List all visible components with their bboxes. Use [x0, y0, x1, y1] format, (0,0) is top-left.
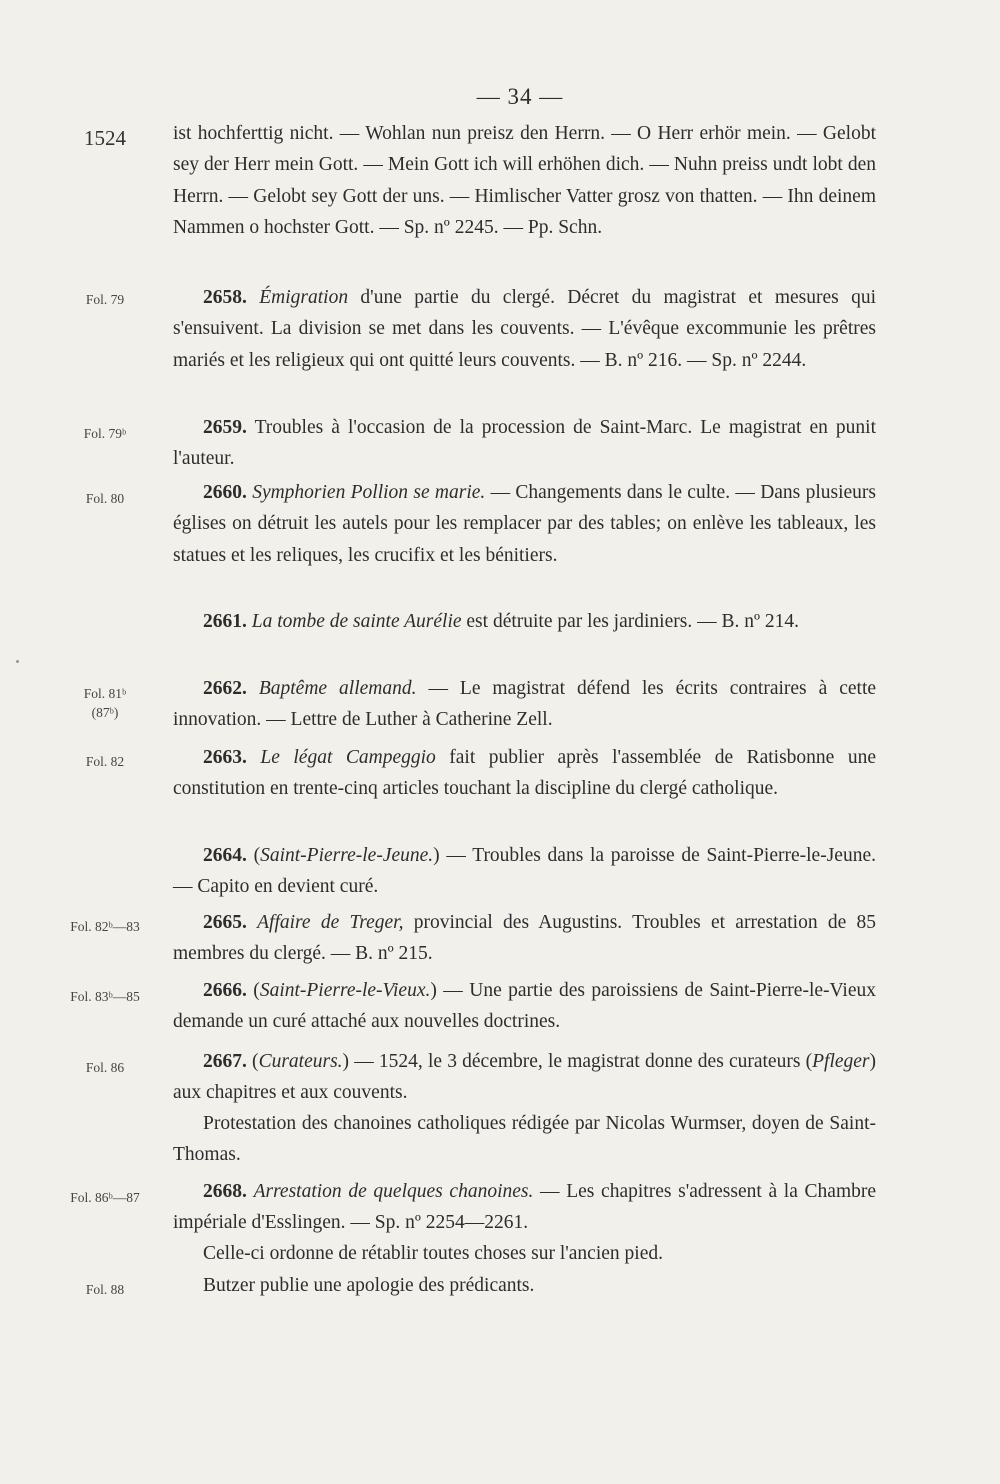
entry-2668 — [173, 1176, 876, 1239]
entry-title: Arrestation de quelques chanoines. — [253, 1181, 534, 1202]
entry-2663 — [173, 742, 876, 805]
entry-2666: 2666. (Saint-Pierre-le-Vieux.) — Une partie des paroissiens de Saint-Pierre-le-Vieux demande un curé attaché aux nouvelles doctrines. — [173, 980, 877, 1033]
ink-speck — [16, 660, 19, 663]
entry-number: 2658. — [203, 287, 247, 308]
entry-title: Émigration — [259, 287, 349, 308]
entry-number: 2667. — [203, 1051, 247, 1072]
margin-folio: (87ᵇ) — [91, 705, 119, 720]
entry-number: 2666. — [203, 980, 247, 1001]
entry-number: 2668. — [203, 1181, 247, 1202]
entry-title: Symphorien Pollion se marie. — [252, 482, 486, 503]
margin-folio: Fol. 79 — [85, 292, 125, 307]
page-number: — 34 — — [476, 84, 564, 109]
entry-number: 2659. — [203, 417, 247, 438]
entry-term: Pfleger — [812, 1051, 870, 1072]
entry-text: est détruite par les jardiniers. — B. nº 214. — [461, 611, 800, 632]
margin-folio: Fol. 81ᵇ — [83, 686, 127, 701]
entry-number: 2661. — [203, 611, 247, 632]
margin-folio: Fol. 86ᵇ—87 — [70, 1190, 140, 1205]
entry-2661 — [173, 606, 876, 637]
entry-text: fait publier après l'assemblée de Ratisbonne une constitution en trente-cinq articles touchant la discipline du clergé catholique. — [173, 747, 876, 800]
entry-number: 2665. — [203, 912, 247, 933]
entry-text: ) — Troubles dans la paroisse de Saint-Pierre-le-Jeune. — Capito en devient curé. — [173, 845, 876, 898]
entry-title: Affaire de Treger, — [257, 912, 404, 933]
entry-title: Le légat Campeggio — [260, 747, 436, 768]
entry-text: — Le magistrat défend les écrits contraires à cette innovation. — Lettre de Luther à Catherine Zell. — [173, 678, 877, 731]
entry-2667: 2667. (Curateurs.) — 1524, le 3 décembre, le magistrat donne des curateurs (Pfleger) aux chapitres et aux couvents. — [173, 1051, 877, 1104]
entry-2664: 2664. (Saint-Pierre-le-Jeune.) — Troubles dans la paroisse de Saint-Pierre-le-Jeune. — Capito en devient curé. — [173, 845, 876, 898]
entry-2662 — [173, 673, 876, 736]
entry-number: 2660. — [203, 482, 247, 503]
entry-text: Troubles à l'occasion de la procession de Saint-Marc. Le magistrat en punit l'auteur. — [173, 417, 876, 470]
margin-folio: Fol. 82 — [85, 754, 125, 769]
entry-title: La tombe de sainte Aurélie — [251, 611, 462, 632]
entry-text: ) — Une partie des paroissiens de Saint-Pierre-le-Vieux demande un curé attaché aux nouvelles doctrines. — [173, 980, 877, 1033]
protest-paragraph: Protestation des chanoines catholiques rédigée par Nicolas Wurmser, doyen de Saint-Thomas. — [173, 1113, 876, 1166]
entry-text: ) aux chapitres et aux couvents. — [173, 1051, 877, 1104]
entry-number: 2662. — [203, 678, 247, 699]
entry-number: 2663. — [203, 747, 247, 768]
margin-folio: Fol. 79ᵇ — [83, 426, 127, 441]
margin-folio: Fol. 88 — [85, 1282, 125, 1297]
celle-paragraph: Celle-ci ordonne de rétablir toutes choses sur l'ancien pied. — [203, 1243, 663, 1264]
intro-paragraph: ist hochferttig nicht. — Wohlan nun preisz den Herrn. — O Herr erhör mein. — Gelobt sey der Herr mein Gott. — Mein Gott ich will erhöhen dich. — Nuhn preiss undt lobt den Herrn. — Gelobt sey Gott der uns. — Himlischer Vatter grosz von thatten. — Ihn deinem Nammen o hochster Gott. — Sp. nº 2245. — Pp. Schn. — [173, 123, 876, 239]
entry-text: ) — 1524, le 3 décembre, le magistrat donne des curateurs ( — [342, 1051, 813, 1072]
entry-text: — Changements dans le culte. — Dans plusieurs églises on détruit les autels pour les remplacer par des tables; on enlève les tableaux, les statues et les reliques, les crucifix et les bénitiers. — [173, 482, 876, 566]
entry-text: — Les chapitres s'adressent à la Chambre impériale d'Esslingen. — Sp. nº 2254—2261. — [173, 1181, 877, 1234]
entry-title: Saint-Pierre-le-Vieux. — [259, 980, 431, 1001]
entry-2660 — [173, 477, 876, 571]
entry-2659 — [173, 412, 876, 475]
entry-2665 — [173, 907, 876, 970]
butzer-paragraph: Butzer publie une apologie des prédicants. — [203, 1275, 535, 1296]
entry-title: Baptême allemand. — [258, 678, 417, 699]
margin-folio: Fol. 82ᵇ—83 — [70, 919, 140, 934]
entry-2658 — [173, 282, 876, 376]
entry-title: Saint-Pierre-le-Jeune. — [260, 845, 434, 866]
margin-year: 1524 — [84, 126, 126, 150]
margin-folio: Fol. 83ᵇ—85 — [70, 989, 140, 1004]
margin-folio: Fol. 86 — [85, 1060, 125, 1075]
entry-text: d'une partie du clergé. Décret du magistrat et mesures qui s'ensuivent. La division se met dans les couvents. — L'évêque excommunie les prêtres mariés et les religieux qui ont quitté leurs couvents. — B. nº 216. — Sp. nº 2244. — [173, 287, 876, 371]
margin-folio: Fol. 80 — [85, 491, 125, 506]
entry-title: Curateurs. — [258, 1051, 343, 1072]
entry-text: provincial des Augustins. Troubles et arrestation de 85 membres du clergé. — B. nº 215. — [173, 912, 877, 965]
entry-number: 2664. — [203, 845, 247, 866]
